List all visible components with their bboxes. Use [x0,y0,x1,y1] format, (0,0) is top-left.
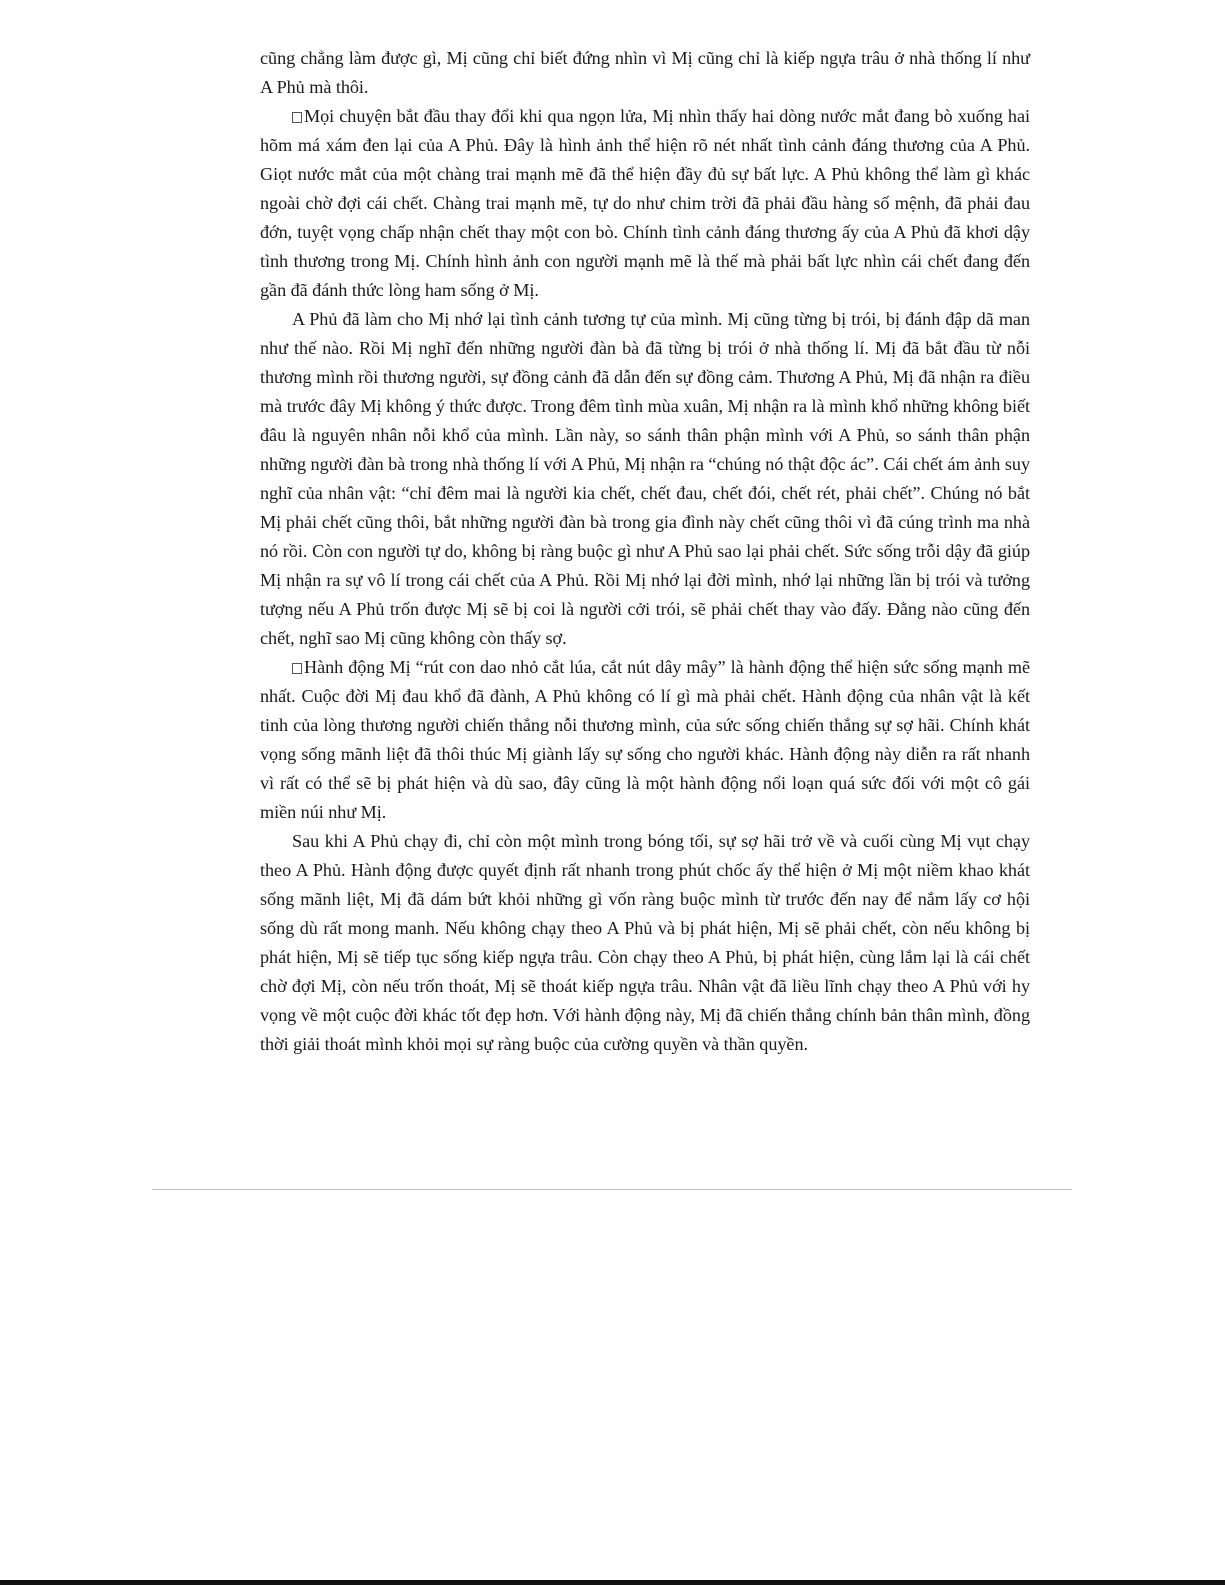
bottom-edge-bar [0,1580,1225,1585]
paragraph-3-text: A Phủ đã làm cho Mị nhớ lại tình cảnh tương tự của mình. Mị cũng từng bị trói, bị đánh đập dã man như thế nào. Rồi Mị nghĩ đến những người đàn bà đã từng bị trói ở nhà thống lí. Mị đã bắt đầu từ nỗi thương mình rồi thương người, sự đồng cảnh đã dẫn đến sự đồng cảm. Thương A Phủ, Mị đã nhận ra điều mà trước đây Mị không ý thức được. Trong đêm tình mùa xuân, Mị nhận ra là mình khổ những không biết đâu là nguyên nhân nỗi khổ của mình. Lần này, so sánh thân phận mình với A Phủ, so sánh thân phận những người đàn bà trong nhà thống lí với A Phủ, Mị nhận ra “chúng nó thật độc ác”. Cái chết ám ảnh suy nghĩ của nhân vật: “chỉ đêm mai là người kia chết, chết đau, chết đói, chết rét, phải chết”. Chúng nó bắt Mị phải chết cũng thôi, bắt những người đàn bà trong gia đình này chết cũng thôi vì đã cúng trình ma nhà nó rồi. Còn con người tự do, không bị ràng buộc gì như A Phủ sao lại phải chết. Sức sống trỗi dậy đã giúp Mị nhận ra sự vô lí trong cái chết của A Phủ. Rồi Mị nhớ lại đời mình, nhớ lại những lần bị trói và tưởng tượng nếu A Phủ trốn được Mị sẽ bị coi là người cởi trói, sẽ phải chết thay vào đấy. Đằng nào cũng đến chết, nghĩ sao Mị cũng không còn thấy sợ. [260,309,1030,648]
paragraph-1 [260,44,1030,102]
paragraph-3 [260,305,1030,653]
square-bullet-icon [292,112,302,123]
paragraph-2-text: Mọi chuyện bắt đầu thay đổi khi qua ngọn lửa, Mị nhìn thấy hai dòng nước mắt đang bò xuống hai hõm má xám đen lại của A Phủ. Đây là hình ảnh thể hiện rõ nét nhất tình cảnh đáng thương của A Phủ. Giọt nước mắt của một chàng trai mạnh mẽ đã thể hiện đầy đủ sự bất lực. A Phủ không thể làm gì khác ngoài chờ đợi cái chết. Chàng trai mạnh mẽ, tự do như chim trời đã phải đầu hàng số mệnh, đã phải đau đớn, tuyệt vọng chấp nhận chết thay một con bò. Chính tình cảnh đáng thương ấy của A Phủ đã khơi dậy tình thương trong Mị. Chính hình ảnh con người mạnh mẽ là thế mà phải bất lực nhìn cái chết đang đến gần đã đánh thức lòng ham sống ở Mị. [260,106,1030,300]
paragraph-1-text: cũng chẳng làm được gì, Mị cũng chỉ biết đứng nhìn vì Mị cũng chỉ là kiếp ngựa trâu ở nhà thống lí như A Phủ mà thôi. [260,48,1030,97]
square-bullet-icon [292,663,302,674]
paragraph-5-text: Sau khi A Phủ chạy đi, chỉ còn một mình trong bóng tối, sự sợ hãi trở về và cuối cùng Mị vụt chạy theo A Phủ. Hành động được quyết định rất nhanh trong phút chốc ấy thể hiện ở Mị một niềm khao khát sống mãnh liệt, Mị đã dám bứt khỏi những gì vốn ràng buộc mình từ trước đến nay để nắm lấy cơ hội sống dù rất mong manh. Nếu không chạy theo A Phủ và bị phát hiện, Mị sẽ phải chết, còn nếu không bị phát hiện, Mị sẽ tiếp tục sống kiếp ngựa trâu. Còn chạy theo A Phủ, bị phát hiện, cùng lắm lại là cái chết chờ đợi Mị, còn nếu trốn thoát, Mị sẽ thoát kiếp ngựa trâu. Nhân vật đã liều lĩnh chạy theo A Phủ với hy vọng về một cuộc đời khác tốt đẹp hơn. Với hành động này, Mị đã chiến thắng chính bản thân mình, đồng thời giải thoát mình khỏi mọi sự ràng buộc của cường quyền và thần quyền. [260,831,1030,1054]
paragraph-5 [260,827,1030,1059]
paragraph-4-text: Hành động Mị “rút con dao nhỏ cắt lúa, cắt nút dây mây” là hành động thể hiện sức sống mạnh mẽ nhất. Cuộc đời Mị đau khổ đã đành, A Phủ không có lí gì mà phải chết. Hành động của nhân vật là kết tinh của lòng thương người chiến thắng nỗi thương mình, của sức sống chiến thắng sự sợ hãi. Chính khát vọng sống mãnh liệt đã thôi thúc Mị giành lấy sự sống cho người khác. Hành động này diễn ra rất nhanh vì rất có thể sẽ bị phát hiện và dù sao, đây cũng là một hành động nổi loạn quá sức đối với một cô gái miền núi như Mị. [260,657,1030,822]
page-divider [152,1189,1072,1190]
paragraph-2 [260,102,1030,305]
paragraph-4 [260,653,1030,827]
document-body [260,44,1030,1059]
